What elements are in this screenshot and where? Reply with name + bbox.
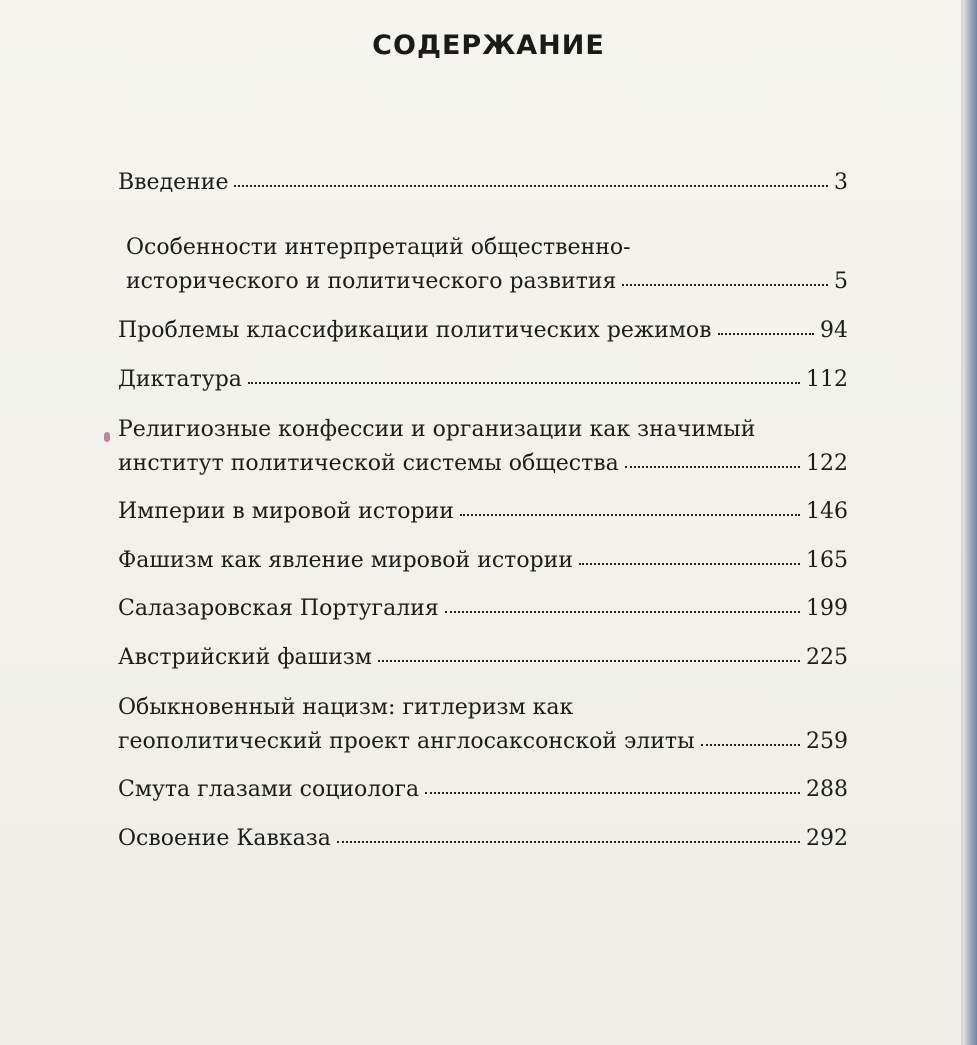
toc-entry-title-line-2: институт политической системы общества (118, 451, 619, 476)
toc-entry-regime-classification[interactable] (118, 314, 848, 348)
toc-page-number: 288 (806, 777, 848, 802)
toc-heading: СОДЕРЖАНИЕ (372, 30, 605, 61)
dot-leader (622, 270, 828, 286)
toc-page-number: 199 (806, 596, 848, 621)
toc-page-number: 165 (806, 548, 848, 573)
toc-page-number: 146 (806, 499, 848, 524)
toc-page-number: 292 (806, 826, 848, 851)
dot-leader (718, 319, 814, 335)
dot-leader (701, 730, 800, 746)
toc-page-number: 259 (806, 729, 848, 754)
ink-mark (104, 432, 110, 442)
toc-entry-title: Проблемы классификации политических режимов (118, 318, 712, 343)
toc-entry-title: Австрийский фашизм (118, 645, 372, 670)
toc-entry-dictatorship[interactable] (118, 363, 848, 397)
dot-leader (337, 827, 800, 843)
toc-entry-empires[interactable] (118, 495, 848, 529)
toc-entry-title: Освоение Кавказа (118, 826, 331, 851)
toc-entry-title: Фашизм как явление мировой истории (118, 548, 574, 573)
toc-page-number: 5 (834, 269, 848, 294)
toc-entry-title: Империи в мировой истории (118, 499, 454, 524)
toc-entry-title: Введение (118, 170, 229, 195)
dot-leader (460, 500, 800, 516)
toc-entry-title-line-2: исторического и политического развития (126, 269, 617, 294)
toc-page-number: 225 (806, 645, 848, 670)
toc-entry-title-line-1: Религиозные конфессии и организации как значимый (118, 417, 756, 442)
dot-leader (425, 778, 800, 794)
toc-entry-ordinary-nazism[interactable] (118, 691, 848, 759)
toc-entry-fascism[interactable] (118, 544, 848, 578)
toc-page-number: 122 (806, 451, 848, 476)
toc-entry-title: Смута глазами социолога (118, 777, 420, 802)
dot-leader (625, 452, 800, 468)
toc-page-number: 112 (806, 367, 848, 392)
toc-page-number: 94 (820, 318, 848, 343)
toc-entry-religious-confessions[interactable] (118, 413, 848, 481)
toc-entry-austrian-fascism[interactable] (118, 641, 848, 675)
toc-entry-interpretations[interactable] (118, 231, 848, 299)
toc-entry-title: Салазаровская Португалия (118, 596, 439, 621)
toc-entry-salazar-portugal[interactable] (118, 592, 848, 626)
toc-entry-title-line-1: Обыкновенный нацизм: гитлеризм как (118, 695, 574, 720)
toc-entry-troubles-sociologist[interactable] (118, 773, 848, 807)
toc-entry-introduction[interactable] (118, 166, 848, 200)
dot-leader (248, 368, 800, 384)
toc-entry-title-line-2: геополитический проект англосаксонской элиты (118, 729, 695, 754)
dot-leader (378, 646, 800, 662)
toc-entry-caucasus[interactable] (118, 822, 848, 856)
dot-leader (234, 171, 828, 187)
dot-leader (579, 549, 800, 565)
toc-page-number: 3 (834, 170, 848, 195)
dot-leader (445, 597, 800, 613)
toc-entry-title: Диктатура (118, 367, 242, 392)
toc-entry-title-line-1: Особенности интерпретаций общественно- (126, 235, 631, 260)
book-cover-edge (963, 0, 977, 1045)
